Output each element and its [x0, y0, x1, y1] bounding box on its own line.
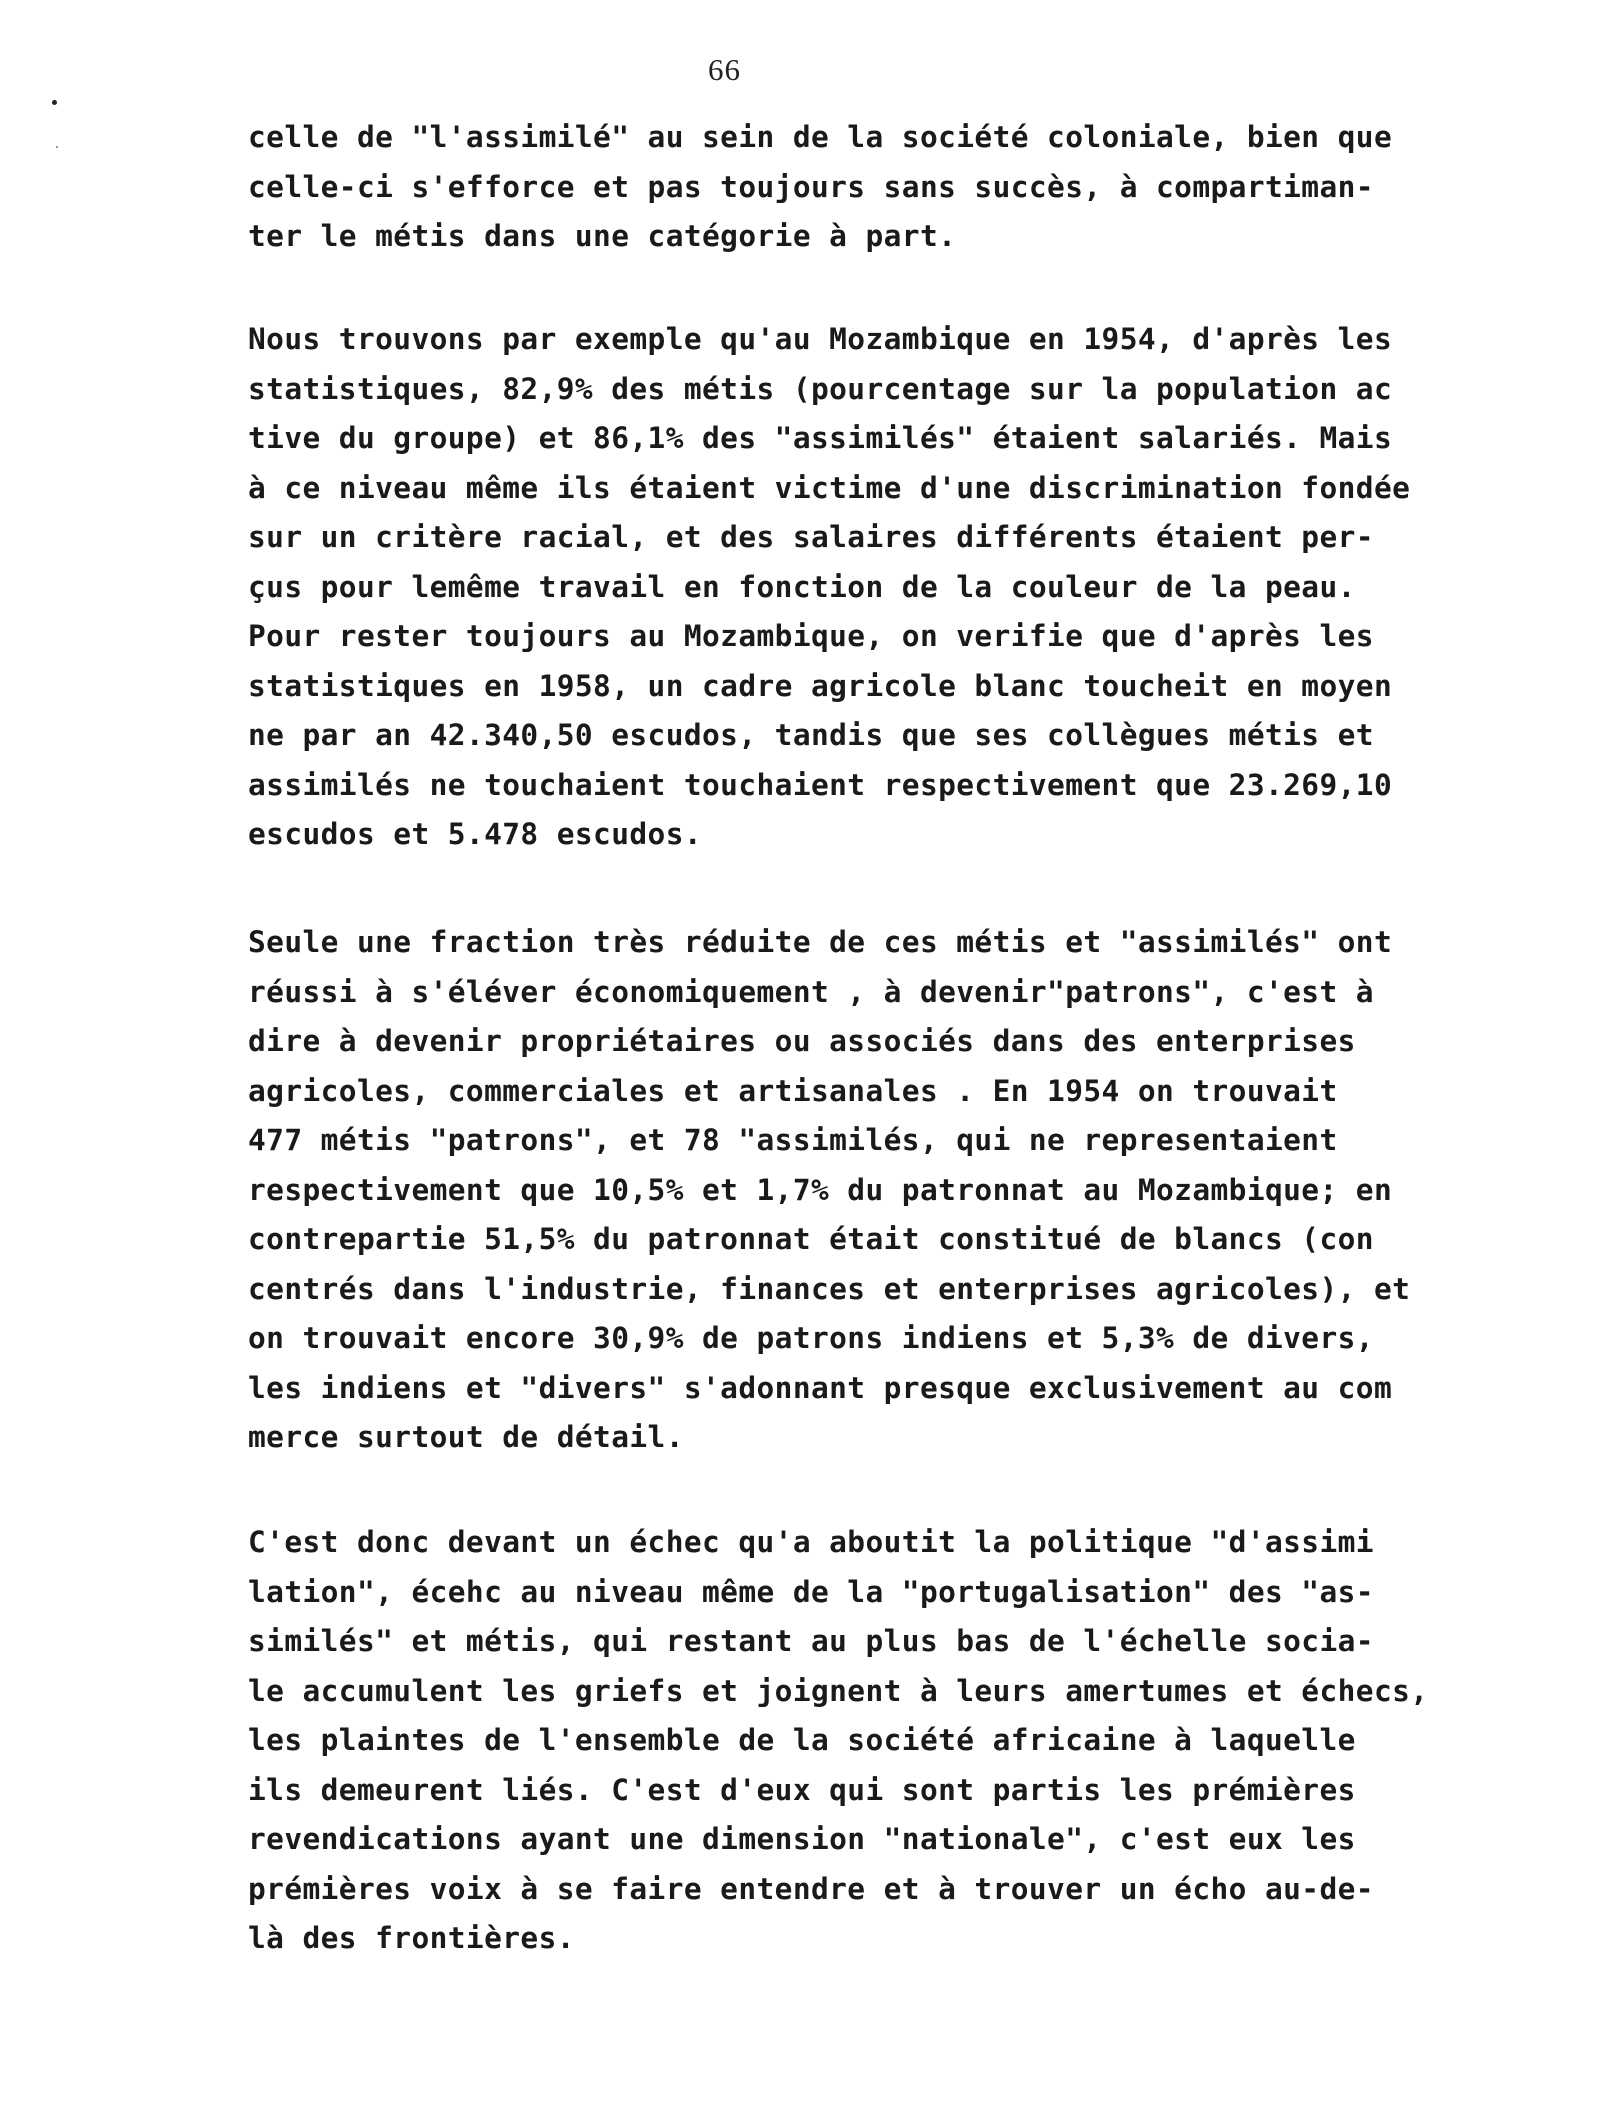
- text-line: prémières voix à se faire entendre et à trouver un écho au-de-: [248, 1871, 1374, 1906]
- text-line: réussi à s'éléver économiquement , à devenir"patrons", c'est à: [248, 974, 1374, 1009]
- text-line: là des frontières.: [248, 1921, 575, 1955]
- text-line: celle de "l'assimilé" au sein de la société coloniale, bien que: [248, 120, 1393, 154]
- paragraph: [248, 918, 1578, 1463]
- text-line: Seule une fraction très réduite de ces métis et "assimilés" ont: [248, 925, 1393, 959]
- paragraph: [248, 315, 1578, 860]
- text-line: dire à devenir propriétaires ou associés dans des enterprises: [248, 1024, 1356, 1058]
- text-line: ils demeurent liés. C'est d'eux qui sont partis les prémières: [248, 1772, 1356, 1807]
- text-line: merce surtout de détail.: [248, 1420, 684, 1454]
- paragraph: [248, 113, 1578, 262]
- text-line: statistiques en 1958, un cadre agricole blanc toucheit en moyen: [248, 668, 1393, 703]
- text-line: agricoles, commerciales et artisanales . En 1954 on trouvait: [248, 1073, 1338, 1108]
- text-line: ter le métis dans une catégorie à part.: [248, 219, 957, 253]
- page-number: 66: [708, 52, 741, 87]
- text-line: revendications ayant une dimension "nationale", c'est eux les: [248, 1822, 1356, 1856]
- text-line: sur un critère racial, et des salaires différents étaient per-: [248, 520, 1374, 554]
- text-line: à ce niveau même ils étaient victime d'une discrimination fondée: [248, 470, 1411, 505]
- text-line: centrés dans l'industrie, finances et enterprises agricoles), et: [248, 1271, 1411, 1306]
- text-line: les plaintes de l'ensemble de la société africaine à laquelle: [248, 1723, 1356, 1757]
- text-line: statistiques, 82,9% des métis (pourcentage sur la population ac: [248, 371, 1393, 406]
- text-line: Pour rester toujours au Mozambique, on verifie que d'après les: [248, 619, 1374, 653]
- text-line: escudos et 5.478 escudos.: [248, 817, 703, 851]
- paragraph: [248, 1518, 1578, 1964]
- text-line: assimilés ne touchaient touchaient respectivement que 23.269,10: [248, 767, 1393, 802]
- text-line: 477 métis "patrons", et 78 "assimilés, qui ne representaient: [248, 1123, 1338, 1157]
- text-line: tive du groupe) et 86,1% des "assimilés" étaient salariés. Mais: [248, 421, 1393, 455]
- text-line: çus pour lemême travail en fonction de la couleur de la peau.: [248, 569, 1356, 604]
- text-line: celle-ci s'efforce et pas toujours sans succès, à compartiman-: [248, 169, 1374, 204]
- text-line: contrepartie 51,5% du patronnat était constitué de blancs (con: [248, 1222, 1374, 1256]
- text-line: on trouvait encore 30,9% de patrons indiens et 5,3% de divers,: [248, 1321, 1374, 1355]
- text-line: respectivement que 10,5% et 1,7% du patronnat au Mozambique; en: [248, 1172, 1393, 1207]
- margin-mark: [56, 146, 58, 148]
- text-line: Nous trouvons par exemple qu'au Mozambique en 1954, d'après les: [248, 322, 1393, 356]
- text-line: C'est donc devant un échec qu'a aboutit la politique "d'assimi: [248, 1525, 1374, 1559]
- text-line: similés" et métis, qui restant au plus bas de l'échelle socia-: [248, 1624, 1374, 1658]
- text-line: le accumulent les griefs et joignent à leurs amertumes et échecs,: [248, 1673, 1429, 1708]
- text-line: lation", écehc au niveau même de la "portugalisation" des "as-: [248, 1574, 1374, 1609]
- margin-mark: [52, 100, 57, 105]
- text-line: les indiens et "divers" s'adonnant presque exclusivement au com: [248, 1370, 1393, 1405]
- text-line: ne par an 42.340,50 escudos, tandis que ses collègues métis et: [248, 718, 1374, 752]
